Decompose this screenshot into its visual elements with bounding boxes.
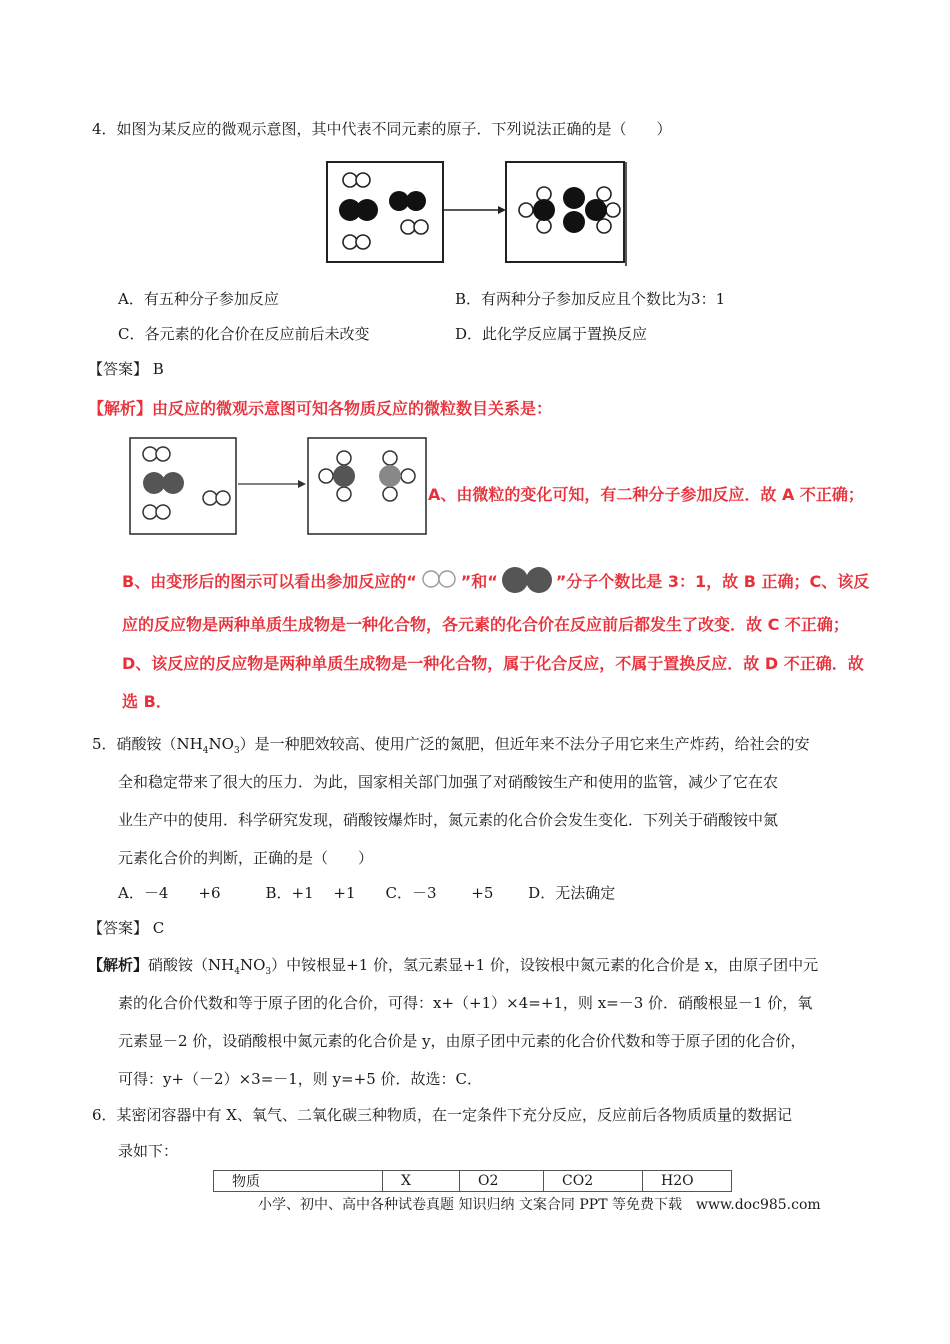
q4-analysis-a: A、由微粒的变化可知，有二种分子参加反应．故 A 不正确； <box>428 485 864 504</box>
q4-reaction-diagram <box>326 160 636 266</box>
analysis-b-post: ”分子个数比是 3：1，故 B 正确；C、该反 <box>555 572 870 591</box>
answer-label: 【答案】 <box>88 360 149 378</box>
table-header-cell: H2O <box>643 1171 732 1192</box>
analysis-b-mid: ”和“ <box>460 572 498 591</box>
table-header-cell: 物质 <box>214 1171 383 1192</box>
q5-analysis-line2: 素的化合价代数和等于原子团的化合价，可得：x+（+1）×4=+1，则 x=－3 价．硝酸根显－1 价，氧 <box>118 994 813 1012</box>
q5-line2: 全和稳定带来了很大的压力．为此，国家相关部门加强了对硝酸铵生产和使用的监管，减少了它在农 <box>118 773 779 791</box>
answer-value: B <box>152 360 164 378</box>
q4-analysis-b <box>122 566 869 594</box>
analysis-product-2 <box>379 451 415 501</box>
q4-option-a: A．有五种分子参加反应 <box>118 290 279 308</box>
table-row <box>214 1171 732 1192</box>
answer-value: C <box>152 919 165 937</box>
analysis-label: 【解析】 <box>88 956 149 974</box>
q5-line4: 元素化合价的判断，正确的是（ ） <box>118 849 374 867</box>
q4-option-c: C．各元素的化合价在反应前后未改变 <box>118 325 370 343</box>
white-molecule-icon <box>417 569 461 591</box>
q6-line2: 录如下： <box>118 1142 179 1160</box>
black-molecule-right <box>389 191 426 211</box>
q5-line1 <box>92 733 810 756</box>
q5-analysis-line4: 可得：y+（－2）×3=－1，则 y=+5 价．故选：C． <box>118 1070 482 1088</box>
q5-line3: 业生产中的使用．科学研究发现，硝酸铵爆炸时，氮元素的化合价会发生变化．下列关于硝酸铵中氮 <box>118 811 779 829</box>
q4-answer <box>88 358 164 379</box>
table-header-cell: CO2 <box>544 1171 643 1192</box>
page-footer: 小学、初中、高中各种试卷真题 知识归纳 文案合同 PPT 等免费下载 www.doc985.com <box>258 1197 821 1213</box>
q4-option-d: D．此化学反应属于置换反应 <box>455 325 648 343</box>
table-header-cell: X <box>383 1171 460 1192</box>
answer-label: 【答案】 <box>88 919 149 937</box>
q5-analysis-line1 <box>88 954 818 977</box>
q5-answer <box>88 917 164 938</box>
analysis-b-pre: B、由变形后的图示可以看出参加反应的“ <box>122 572 417 591</box>
q5-analysis1-pre: 硝酸铵（NH <box>148 956 235 974</box>
white-molecule-top <box>343 173 370 187</box>
product-molecule-1 <box>519 187 555 233</box>
q4-analysis-line2: 应的反应物是两种单质生成物是一种化合物，各元素的化合价在反应前后都发生了改变．故 C 不正确； <box>122 615 849 634</box>
product-molecule-2 <box>563 187 585 233</box>
q5-analysis-sub3: 3 <box>265 967 272 977</box>
q5-sub3: 3 <box>233 746 240 756</box>
q6-line1: 6．某密闭容器中有 X、氧气、二氧化碳三种物质，在一定条件下充分反应，反应前后各物质质量的数据记 <box>92 1106 792 1124</box>
q5-analysis-sub4: 4 <box>234 967 240 977</box>
q4-stem: 4．如图为某反应的微观示意图，其中代表不同元素的原子．下列说法正确的是（ ） <box>92 120 672 138</box>
analysis-product-1 <box>319 451 355 501</box>
q6-data-table <box>213 1170 732 1192</box>
white-molecule-bottom-left <box>343 235 370 249</box>
q5-line1-pre: 5．硝酸铵（NH <box>92 735 203 753</box>
q4-analysis-line3: D、该反应的反应物是两种单质生成物是一种化合物，属于化合反应，不属于置换反应．故 D 不正确．故 <box>122 654 864 673</box>
q5-analysis-line3: 元素显－2 价，设硝酸根中氮元素的化合价是 y，由原子团中元素的化合价代数和等于原子团的化合价， <box>118 1032 806 1050</box>
q4-option-b: B．有两种分子参加反应且个数比为3：1 <box>455 290 726 308</box>
q5-analysis-no: NO <box>239 956 266 974</box>
gray-molecule-icon <box>498 566 556 594</box>
table-header-cell: O2 <box>460 1171 544 1192</box>
q5-no: NO <box>208 735 234 753</box>
q4-analysis-intro: 【解析】由反应的微观示意图可知各物质反应的微粒数目关系是： <box>88 399 553 418</box>
q4-analysis-line4: 选 B． <box>122 692 172 711</box>
q4-analysis-diagram <box>128 436 430 536</box>
q5-sub4: 4 <box>202 746 209 756</box>
black-molecule-left <box>339 199 378 221</box>
q5-options: A．－4 +6 B．+1 +1 C．－3 +5 D．无法确定 <box>118 884 616 902</box>
white-molecule-bottom-right <box>401 220 428 234</box>
q5-line1-post: ）是一种肥效较高、使用广泛的氮肥，但近年来不法分子用它来生产炸药，给社会的安 <box>239 735 810 753</box>
product-molecule-3 <box>585 187 620 233</box>
q5-analysis1-post: ）中铵根显+1 价，氢元素显+1 价，设铵根中氮元素的化合价是 x，由原子团中元 <box>271 956 819 974</box>
